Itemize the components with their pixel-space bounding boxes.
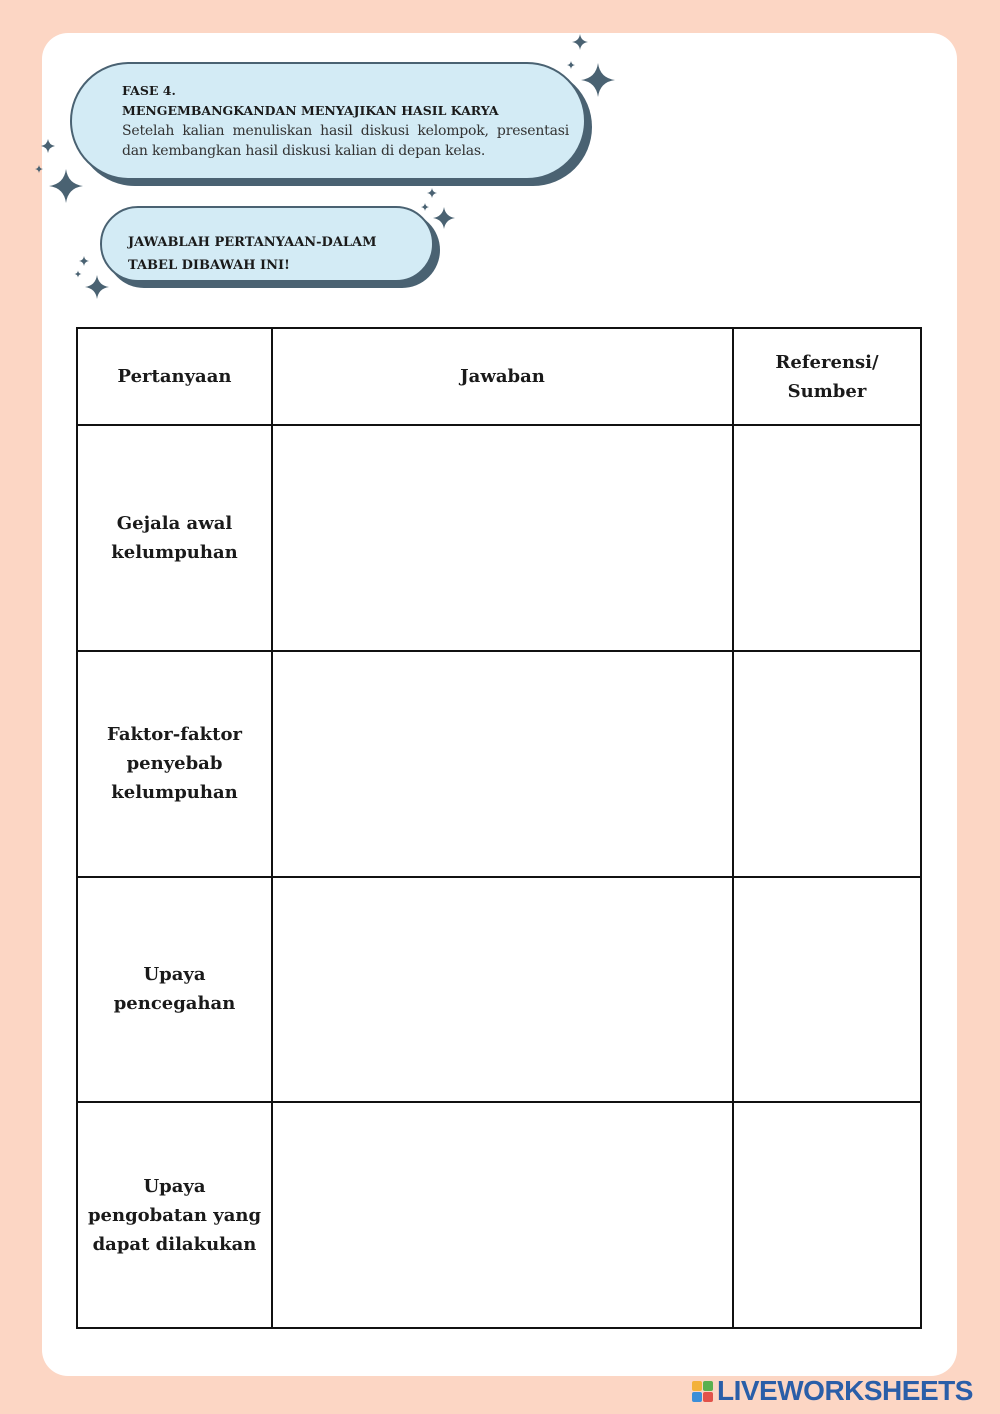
- sparkle-icon: [570, 32, 590, 52]
- sparkle-icon: [78, 255, 90, 267]
- answer-cell[interactable]: [272, 1102, 733, 1328]
- question-cell: Gejala awal kelumpuhan: [77, 425, 272, 651]
- question-cell: Upaya pengobatan yang dapat dilakukan: [77, 1102, 272, 1328]
- reference-cell[interactable]: [733, 877, 921, 1103]
- question-cell: Upaya pencegahan: [77, 877, 272, 1103]
- liveworksheets-logo-icon: [692, 1381, 713, 1402]
- reference-cell[interactable]: [733, 1102, 921, 1328]
- reference-cell[interactable]: [733, 651, 921, 877]
- sparkle-icon: [34, 164, 44, 174]
- table-row: [77, 1102, 921, 1328]
- column-header-answer: Jawaban: [272, 328, 733, 425]
- answer-cell[interactable]: [272, 877, 733, 1103]
- instruction-line-1: JAWABLAH PERTANYAAN-DALAM: [128, 235, 377, 250]
- sparkle-icon: [74, 270, 82, 278]
- phase-description: Setelah kalian menuliskan hasil diskusi kelompok, presentasi dan kembangkan hasil diskusi kalian di depan kelas.: [122, 123, 569, 159]
- instruction-pill: [100, 206, 434, 282]
- question-table: [76, 327, 922, 1329]
- sparkle-icon: [566, 60, 576, 70]
- column-header-reference: Referensi/ Sumber: [733, 328, 921, 425]
- phase-label: FASE 4.: [122, 83, 176, 98]
- sparkle-icon: [432, 206, 456, 230]
- sparkle-icon: [48, 168, 84, 204]
- question-cell: Faktor-faktor penyebab kelumpuhan: [77, 651, 272, 877]
- header-pill: [70, 62, 586, 180]
- column-header-question: Pertanyaan: [77, 328, 272, 425]
- instruction-text: [128, 231, 428, 277]
- instruction-line-2: TABEL DIBAWAH INI!: [128, 258, 290, 273]
- sparkle-icon: [84, 274, 110, 300]
- reference-cell[interactable]: [733, 425, 921, 651]
- table-row: [77, 425, 921, 651]
- table-row: [77, 877, 921, 1103]
- table-row: [77, 651, 921, 877]
- table-header-row: [77, 328, 921, 425]
- sparkle-icon: [420, 202, 430, 212]
- sparkle-icon: [426, 187, 438, 199]
- answer-cell[interactable]: [272, 651, 733, 877]
- sparkle-icon: [580, 62, 616, 98]
- brand-name: LIVEWORKSHEETS: [717, 1375, 973, 1406]
- answer-cell[interactable]: [272, 425, 733, 651]
- sparkle-icon: [40, 138, 56, 154]
- liveworksheets-logo: [692, 1376, 973, 1406]
- phase-title: MENGEMBANGKANDAN MENYAJIKAN HASIL KARYA: [122, 103, 499, 118]
